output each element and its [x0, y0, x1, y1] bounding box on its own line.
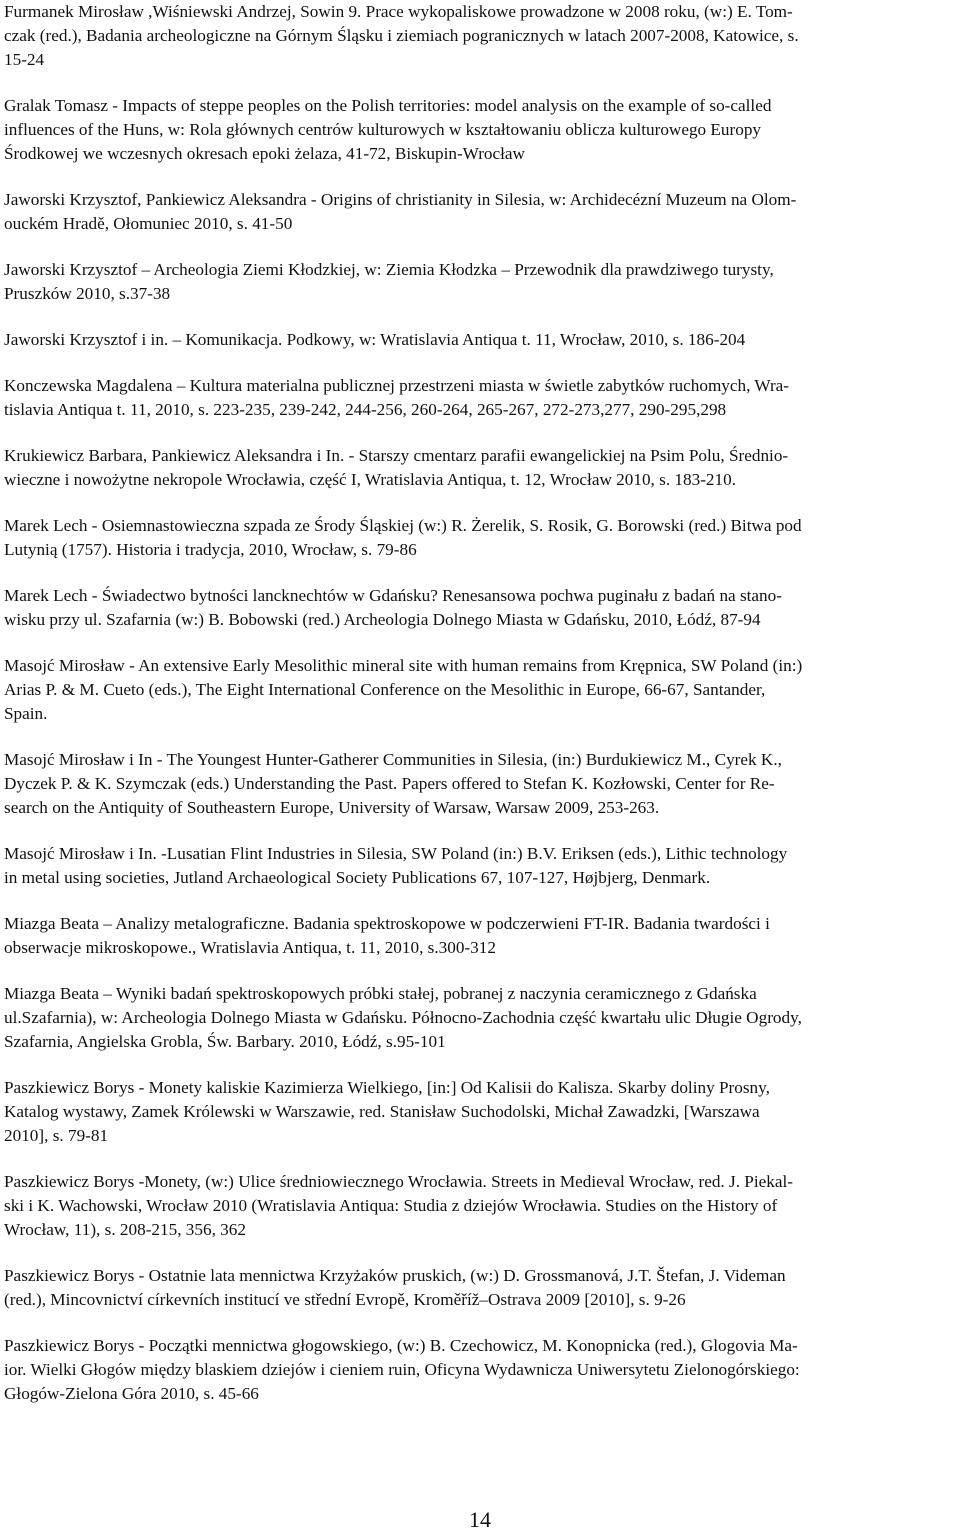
entry-line: Spain.	[4, 704, 48, 723]
entry-line: Jaworski Krzysztof i in. – Komunikacja. Podkowy, w: Wratislavia Antiqua t. 11, Wrocław, 2010, s. 186-204	[4, 330, 746, 349]
bibliography-entry	[4, 328, 960, 352]
entry-line: (red.), Mincovnictví církevních institucí ve střední Evropě, Kroměříž–Ostrava 2009 [2010], s. 9-26	[4, 1290, 686, 1309]
entry-line: search on the Antiquity of Southeastern Europe, University of Warsaw, Warsaw 2009, 253-263.	[4, 798, 660, 817]
bibliography-entry	[4, 982, 960, 1054]
entry-line: Paszkiewicz Borys -Monety, (w:) Ulice średniowiecznego Wrocławia. Streets in Medieval Wrocław, red. J. Piekal-	[4, 1172, 793, 1191]
entry-line: influences of the Huns, w: Rola głównych centrów kulturowych w kształtowaniu oblicza kulturowego Europy	[4, 120, 762, 139]
entry-line: 15-24	[4, 50, 45, 69]
bibliography-entry	[4, 912, 960, 960]
entry-line: Paszkiewicz Borys - Monety kaliskie Kazimierza Wielkiego, [in:] Od Kalisii do Kalisza. Skarby doliny Prosny,	[4, 1078, 770, 1097]
bibliography-entry	[4, 748, 960, 820]
bibliography-entry	[4, 94, 960, 166]
entry-line: Paszkiewicz Borys - Ostatnie lata mennictwa Krzyżaków pruskich, (w:) D. Grossmanová, J.T. Štefan, J. Videman	[4, 1266, 786, 1285]
entry-line: ouckém Hradě, Ołomuniec 2010, s. 41-50	[4, 214, 293, 233]
bibliography-entry	[4, 1076, 960, 1148]
entry-line: Lutynią (1757). Historia i tradycja, 2010, Wrocław, s. 79-86	[4, 540, 417, 559]
bibliography-entry	[4, 0, 960, 72]
entry-line: Szafarnia, Angielska Grobla, Św. Barbary. 2010, Łódź, s.95-101	[4, 1032, 446, 1051]
entry-line: Miazga Beata – Wyniki badań spektroskopowych próbki stałej, pobranej z naczynia ceramicznego z Gdańska	[4, 984, 757, 1003]
entry-line: Arias P. & M. Cueto (eds.), The Eight International Conference on the Mesolithic in Europe, 66-67, Santander,	[4, 680, 766, 699]
entry-line: Furmanek Mirosław ,Wiśniewski Andrzej, Sowin 9. Prace wykopaliskowe prowadzone w 2008 roku, (w:) E. Tom-	[4, 2, 793, 21]
entry-line: ior. Wielki Głogów między blaskiem dziejów i cieniem ruin, Oficyna Wydawnicza Uniwersytetu Zielonogórskiego:	[4, 1360, 800, 1379]
bibliography-entry	[4, 444, 960, 492]
entry-line: Masojć Mirosław i In. -Lusatian Flint Industries in Silesia, SW Poland (in:) B.V. Eriksen (eds.), Lithic technology	[4, 844, 788, 863]
bibliography-entry	[4, 584, 960, 632]
entry-line: czak (red.), Badania archeologiczne na Górnym Śląsku i ziemiach pogranicznych w latach 2007-2008, Katowice, s.	[4, 26, 799, 45]
entry-line: ski i K. Wachowski, Wrocław 2010 (Wratislavia Antiqua: Studia z dziejów Wrocławia. Studies on the History of	[4, 1196, 778, 1215]
bibliography-entry	[4, 1170, 960, 1242]
entry-line: 2010], s. 79-81	[4, 1126, 109, 1145]
entry-line: ul.Szafarnia), w: Archeologia Dolnego Miasta w Gdańsku. Północno-Zachodnia część kwartału ulic Długie Ogrody,	[4, 1008, 802, 1027]
entry-line: Jaworski Krzysztof, Pankiewicz Aleksandra - Origins of christianity in Silesia, w: Archidecézní Muzeum na Olom-	[4, 190, 797, 209]
entry-line: wisku przy ul. Szafarnia (w:) B. Bobowski (red.) Archeologia Dolnego Miasta w Gdańsku, 2010, Łódź, 87-94	[4, 610, 761, 629]
entry-line: Masojć Mirosław - An extensive Early Mesolithic mineral site with human remains from Krępnica, SW Poland (in:)	[4, 656, 803, 675]
bibliography-entry	[4, 258, 960, 306]
bibliography-entry	[4, 374, 960, 422]
bibliography-entry	[4, 188, 960, 236]
bibliography-entry	[4, 1264, 960, 1312]
entry-line: Głogów-Zielona Góra 2010, s. 45-66	[4, 1384, 259, 1403]
bibliography-entry	[4, 842, 960, 890]
entry-line: Miazga Beata – Analizy metalograficzne. Badania spektroskopowe w podczerwieni FT-IR. Badania twardości i	[4, 914, 770, 933]
entry-line: tislavia Antiqua t. 11, 2010, s. 223-235, 239-242, 244-256, 260-264, 265-267, 272-273,277, 290-295,298	[4, 400, 727, 419]
bibliography-entry	[4, 1334, 960, 1406]
entry-line: Wrocław, 11), s. 208-215, 356, 362	[4, 1220, 246, 1239]
bibliography-entry	[4, 654, 960, 726]
entry-line: Katalog wystawy, Zamek Królewski w Warszawie, red. Stanisław Suchodolski, Michał Zawadzki, [Warszawa	[4, 1102, 760, 1121]
page-number: 14	[469, 1507, 491, 1532]
entry-line: Paszkiewicz Borys - Początki mennictwa głogowskiego, (w:) B. Czechowicz, M. Konopnicka (red.), Glogovia Ma-	[4, 1336, 798, 1355]
bibliography-page	[4, 0, 960, 1428]
entry-line: Krukiewicz Barbara, Pankiewicz Aleksandra i In. - Starszy cmentarz parafii ewangelickiej na Psim Polu, Średnio-	[4, 446, 789, 465]
entry-line: Masojć Mirosław i In - The Youngest Hunter-Gatherer Communities in Silesia, (in:) Burdukiewicz M., Cyrek K.,	[4, 750, 782, 769]
bibliography-entry	[4, 514, 960, 562]
entry-line: Jaworski Krzysztof – Archeologia Ziemi Kłodzkiej, w: Ziemia Kłodzka – Przewodnik dla prawdziwego turysty,	[4, 260, 774, 279]
entry-line: Środkowej we wczesnych okresach epoki żelaza, 41-72, Biskupin-Wrocław	[4, 144, 525, 163]
entry-line: Gralak Tomasz - Impacts of steppe peoples on the Polish territories: model analysis on the example of so-called	[4, 96, 772, 115]
entry-line: obserwacje mikroskopowe., Wratislavia Antiqua, t. 11, 2010, s.300-312	[4, 938, 496, 957]
entry-line: Dyczek P. & K. Szymczak (eds.) Understanding the Past. Papers offered to Stefan K. Kozłowski, Center for Re-	[4, 774, 775, 793]
entry-line: Marek Lech - Osiemnastowieczna szpada ze Środy Śląskiej (w:) R. Żerelik, S. Rosik, G. Borowski (red.) Bitwa pod	[4, 516, 802, 535]
entry-line: Marek Lech - Świadectwo bytności lancknechtów w Gdańsku? Renesansowa pochwa puginału z badań na stano-	[4, 586, 782, 605]
entry-line: in metal using societies, Jutland Archaeological Society Publications 67, 107-127, Højbjerg, Denmark.	[4, 868, 711, 887]
entry-line: Pruszków 2010, s.37-38	[4, 284, 171, 303]
entry-line: wieczne i nowożytne nekropole Wrocławia, część I, Wratislavia Antiqua, t. 12, Wrocław 2010, s. 183-210.	[4, 470, 736, 489]
entry-line: Konczewska Magdalena – Kultura materialna publicznej przestrzeni miasta w świetle zabytków ruchomych, Wra-	[4, 376, 790, 395]
